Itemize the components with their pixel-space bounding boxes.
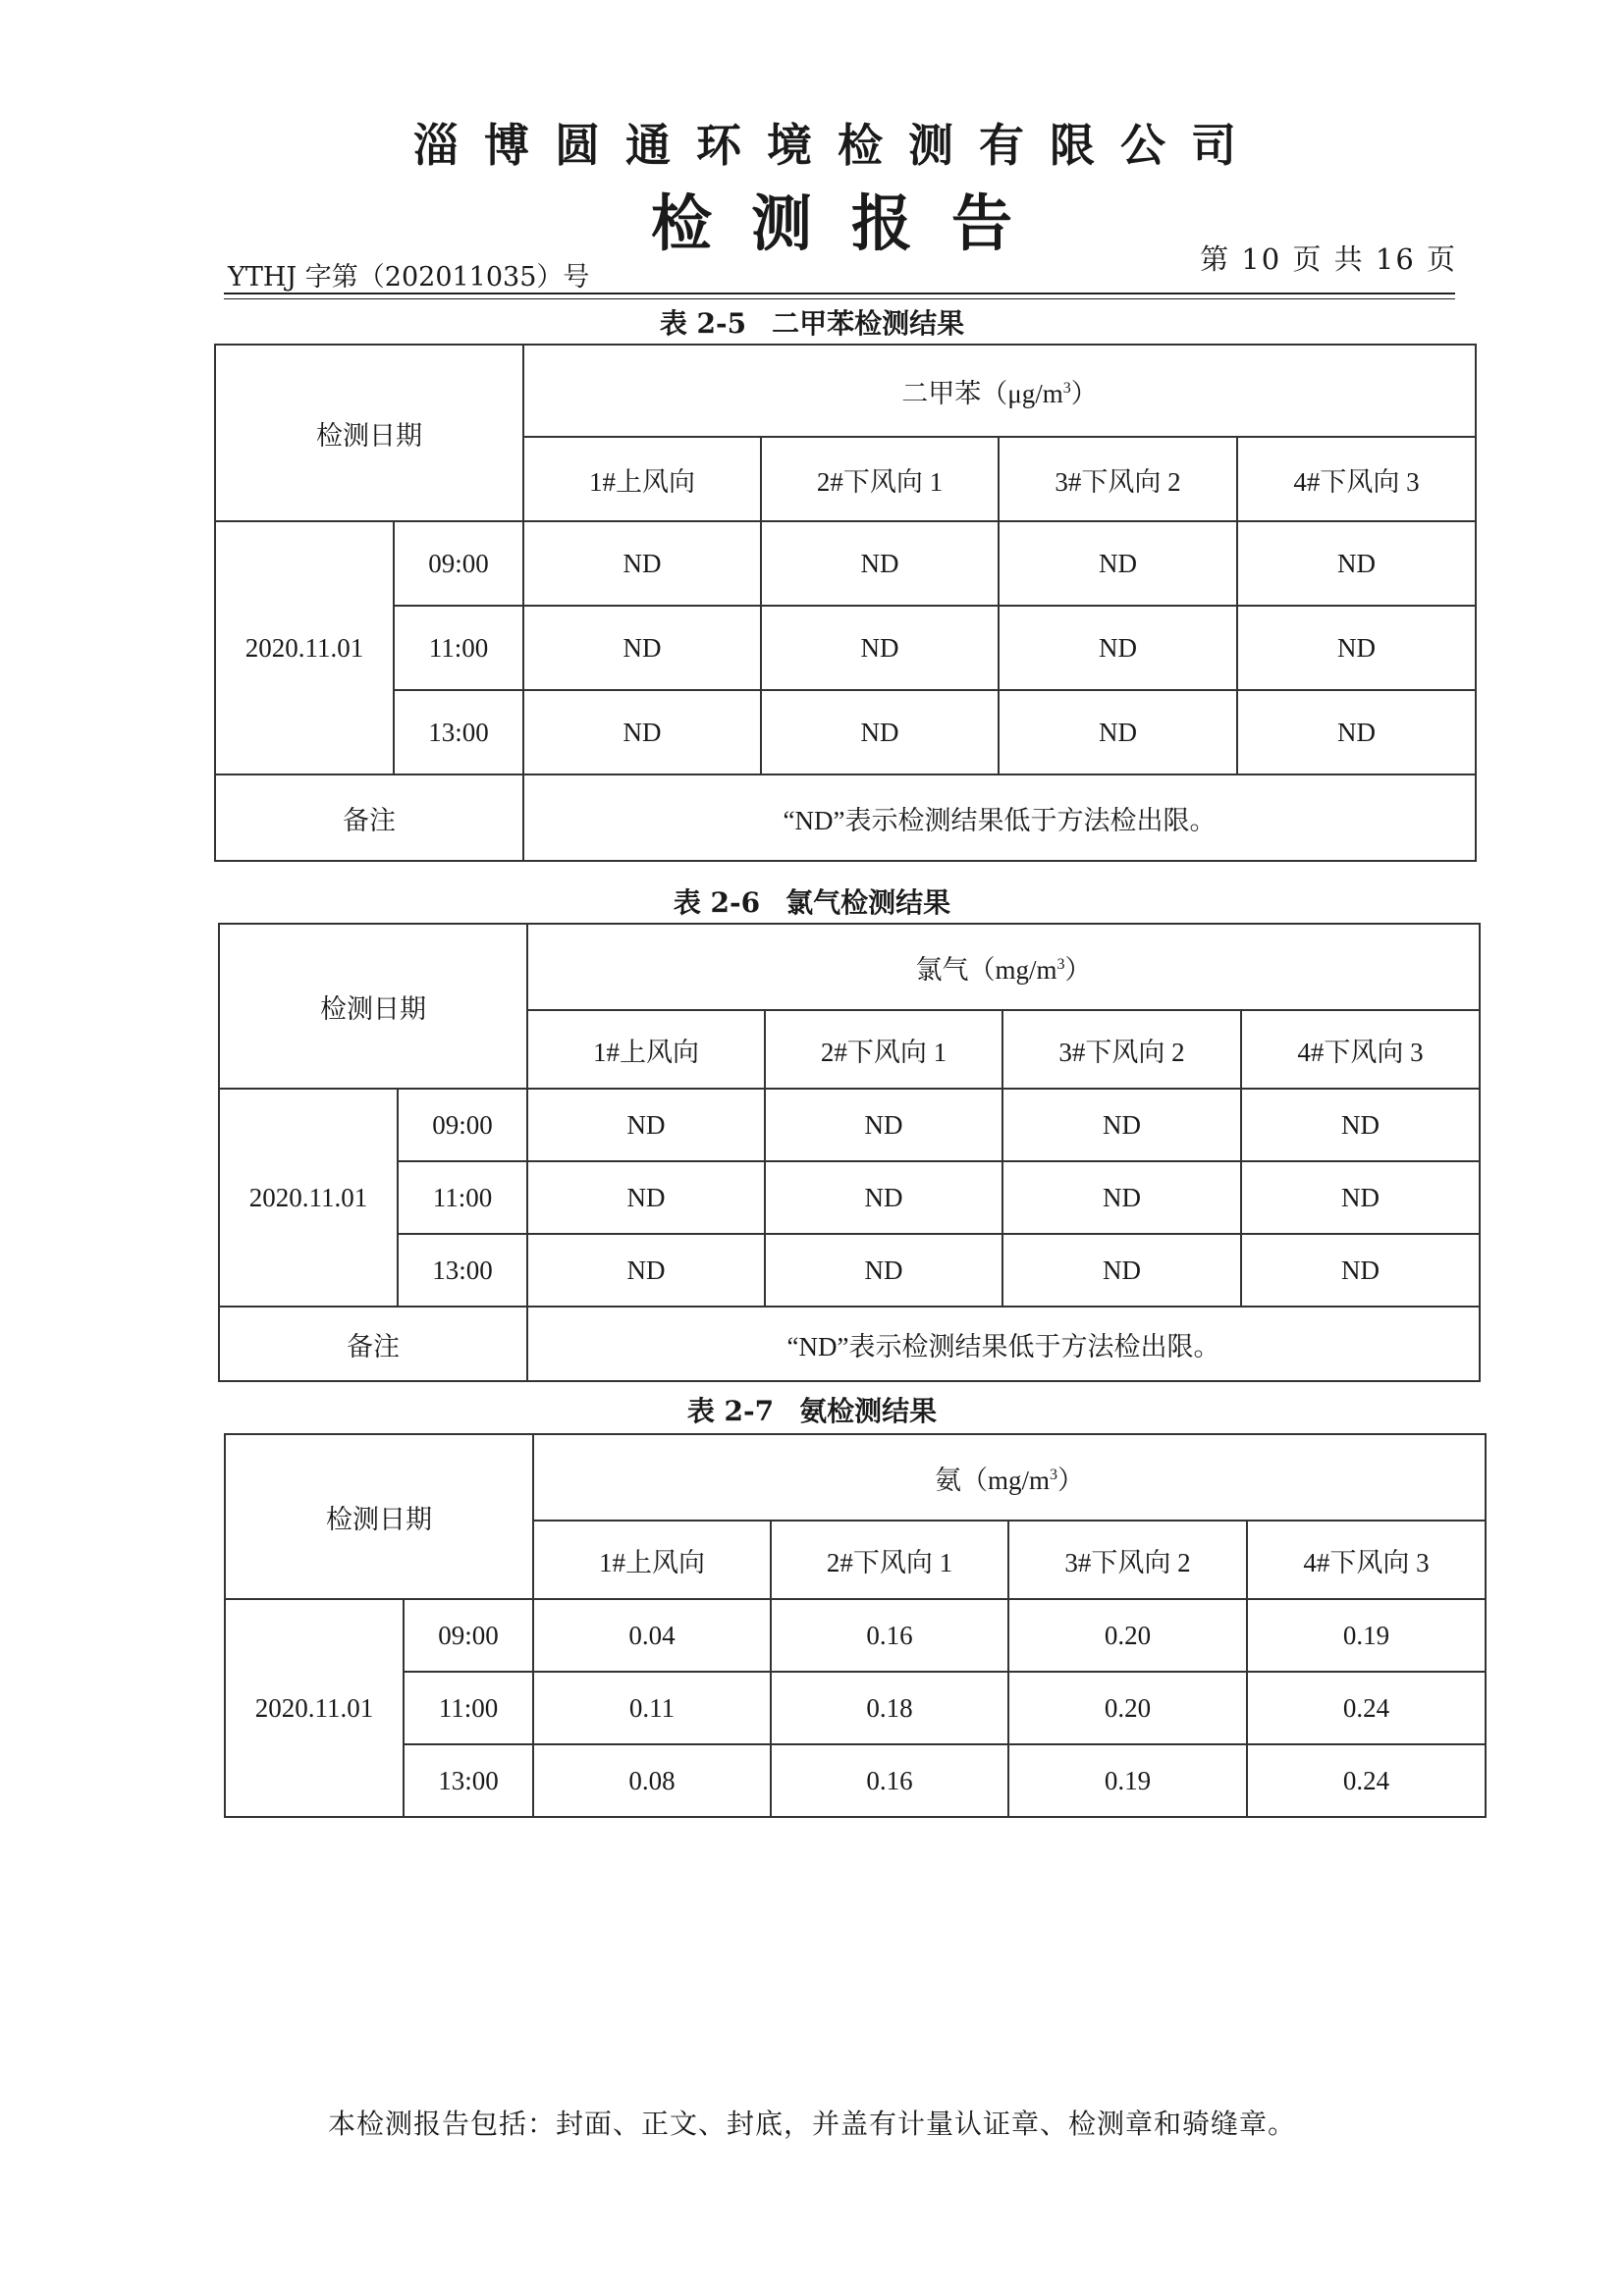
header-rule (224, 293, 1455, 294)
date-cell: 2020.11.01 (225, 1599, 404, 1817)
value-cell: ND (1237, 606, 1476, 690)
time-cell: 09:00 (404, 1599, 533, 1672)
table-caption (0, 881, 1624, 921)
value-cell: ND (999, 690, 1237, 774)
site-header: 1#上风向 (523, 437, 761, 521)
table-title: 氨检测结果 (799, 1395, 938, 1427)
value-cell: 0.18 (771, 1672, 1008, 1744)
site-header: 4#下风向 3 (1247, 1521, 1486, 1599)
value-cell: ND (765, 1161, 1002, 1234)
value-cell: 0.20 (1008, 1672, 1247, 1744)
header-rule-thin (224, 298, 1455, 299)
footer-note: 本检测报告包括：封面、正文、封底，并盖有计量认证章、检测章和骑缝章。 (327, 2108, 1296, 2140)
site-header: 1#上风向 (527, 1010, 765, 1089)
time-cell: 13:00 (404, 1744, 533, 1817)
value-cell: 0.19 (1247, 1599, 1486, 1672)
value-cell: ND (765, 1089, 1002, 1161)
value-cell: 0.16 (771, 1599, 1008, 1672)
value-cell: ND (1002, 1234, 1241, 1307)
site-header: 3#下风向 2 (1002, 1010, 1241, 1089)
time-cell: 11:00 (394, 606, 523, 690)
value-cell: 0.20 (1008, 1599, 1247, 1672)
date-header: 检测日期 (215, 345, 523, 521)
time-cell: 13:00 (394, 690, 523, 774)
value-cell: ND (1002, 1161, 1241, 1234)
value-cell: ND (523, 521, 761, 606)
time-cell: 13:00 (398, 1234, 527, 1307)
table-caption (0, 302, 1624, 342)
value-cell: ND (527, 1161, 765, 1234)
site-header: 3#下风向 2 (1008, 1521, 1247, 1599)
value-cell: ND (761, 521, 999, 606)
company-name: 淄博圆通环境检测有限公司 (413, 119, 1262, 172)
value-cell: 0.19 (1008, 1744, 1247, 1817)
parameter-header: 氨$(mg/m^3)$ (533, 1434, 1486, 1521)
value-cell: ND (1237, 690, 1476, 774)
report-number: YTHJ 字第（202011035）号 (228, 262, 590, 293)
remark-text: “ND”表示检测结果低于方法检出限。 (527, 1307, 1480, 1381)
parameter-header: 氯气$(mg/m^3)$ (527, 924, 1480, 1010)
table-number: 表 2-6 (673, 886, 761, 919)
value-cell: ND (523, 606, 761, 690)
page-info: 第 10 页 共 16 页 (1200, 242, 1457, 276)
value-cell: ND (1237, 521, 1476, 606)
value-cell: 0.16 (771, 1744, 1008, 1817)
table-caption (0, 1390, 1624, 1429)
xylene-results-table (214, 344, 1477, 862)
value-cell: ND (523, 690, 761, 774)
value-cell: ND (1002, 1089, 1241, 1161)
value-cell: ND (761, 690, 999, 774)
value-cell: ND (999, 521, 1237, 606)
remark-label: 备注 (219, 1307, 527, 1381)
chlorine-results-table (218, 923, 1481, 1382)
value-cell: 0.08 (533, 1744, 771, 1817)
site-header: 2#下风向 1 (765, 1010, 1002, 1089)
table-title: 二甲苯检测结果 (772, 307, 965, 340)
value-cell: ND (527, 1234, 765, 1307)
value-cell: 0.24 (1247, 1744, 1486, 1817)
value-cell: 0.11 (533, 1672, 771, 1744)
parameter-header: 二甲苯$(\mu g/m^3)$ (523, 345, 1476, 437)
site-header: 4#下风向 3 (1237, 437, 1476, 521)
site-header: 3#下风向 2 (999, 437, 1237, 521)
remark-label: 备注 (215, 774, 523, 861)
date-header: 检测日期 (225, 1434, 533, 1599)
site-header: 1#上风向 (533, 1521, 771, 1599)
table-number: 表 2-5 (659, 307, 747, 340)
time-cell: 09:00 (398, 1089, 527, 1161)
ammonia-results-table (224, 1433, 1487, 1818)
table-title: 氯气检测结果 (785, 886, 951, 919)
value-cell: ND (761, 606, 999, 690)
value-cell: ND (1241, 1161, 1480, 1234)
report-title: 检测报告 (650, 187, 1052, 259)
value-cell: ND (999, 606, 1237, 690)
site-header: 2#下风向 1 (771, 1521, 1008, 1599)
value-cell: ND (765, 1234, 1002, 1307)
time-cell: 09:00 (394, 521, 523, 606)
value-cell: ND (1241, 1089, 1480, 1161)
time-cell: 11:00 (398, 1161, 527, 1234)
site-header: 2#下风向 1 (761, 437, 999, 521)
site-header: 4#下风向 3 (1241, 1010, 1480, 1089)
value-cell: ND (527, 1089, 765, 1161)
value-cell: ND (1241, 1234, 1480, 1307)
date-header: 检测日期 (219, 924, 527, 1089)
value-cell: 0.04 (533, 1599, 771, 1672)
time-cell: 11:00 (404, 1672, 533, 1744)
date-cell: 2020.11.01 (215, 521, 394, 774)
value-cell: 0.24 (1247, 1672, 1486, 1744)
remark-text: “ND”表示检测结果低于方法检出限。 (523, 774, 1476, 861)
date-cell: 2020.11.01 (219, 1089, 398, 1307)
table-number: 表 2-7 (686, 1395, 775, 1427)
